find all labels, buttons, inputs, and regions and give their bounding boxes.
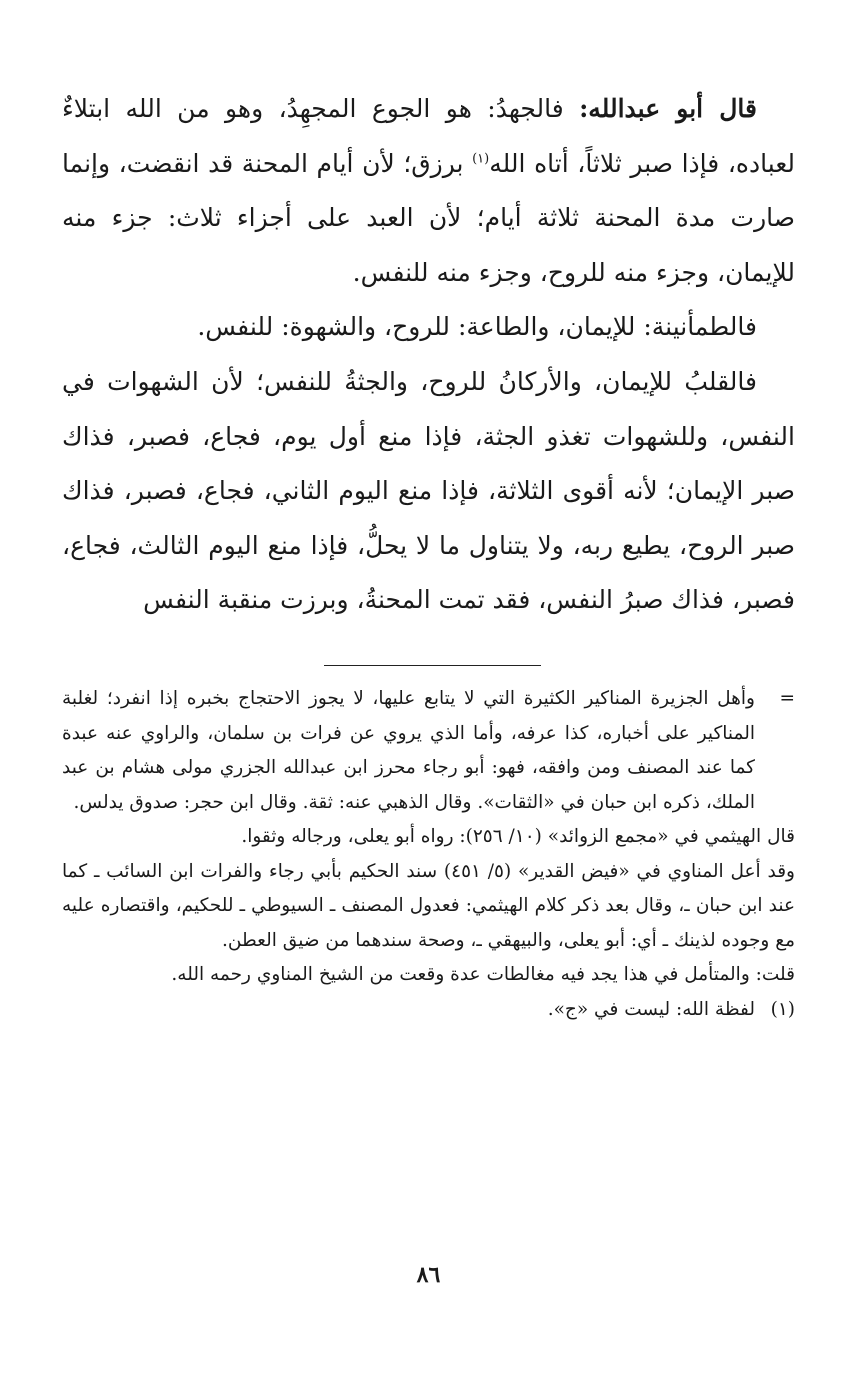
footnote-paragraph-4: قلت: والمتأمل في هذا يجد فيه مغالطات عدة وقعت من الشيخ المناوي رحمه الله. [171, 964, 795, 985]
book-page [62, 82, 795, 1322]
footnote-continuation-text: وأهل الجزيرة المناكير الكثيرة التي لا يتابع عليها، لا يجوز الاحتجاج بخبره إذا انفرد؛ لغلبة المناكير على أخباره، كذا عرفه، وأما الذي يروي عن فرات بن سلمان، والراوي عنه عبدة كما عند المصنف ومن وافقه، فهو: أبو رجاء محرز ابن عبدالله الجزري مولى هشام بن عبد الملك، ذكره ابن حبان في «الثقات». وقال الذهبي عنه: ثقة. وقال ابن حجر: صدوق يدلس. [62, 688, 755, 813]
paragraph-3: فالقلبُ للإيمان، والأركانُ للروح، والجثةُ للنفس؛ لأن الشهوات في النفس، وللشهوات تغذو الجثة، فإذا منع أول يوم، فجاع، فصبر، فذاك صبر الإيمان؛ لأنه أقوى الثلاثة، فإذا منع اليوم الثاني، فجاع، فصبر، فذاك صبر الروح، يطيع ربه، ولا يتناول ما لا يحلُّ، فإذا منع اليوم الثالث، فجاع، فصبر، فذاك صبرُ النفس، فقد تمت المحنةُ، وبرزت منقبة النفس [62, 366, 795, 615]
footnote-1-number: (١) [770, 998, 795, 1020]
paragraph-1-text-a: فالجهدُ: هو الجوع المجهِدُ، وهو من الله ابتلاءٌ لعباده، فإذا صبر ثلاثاً، أتاه الله [62, 94, 795, 178]
footnote-paragraph-2: قال الهيثمي في «مجمع الزوائد» (١٠/ ٢٥٦): رواه أبو يعلى، ورجاله وثقوا. [241, 826, 795, 847]
paragraph-1-text-b: برزق؛ لأن أيام المحنة قد انقضت، وإنما صارت مدة المحنة ثلاثة أيام؛ لأن العبد على أجزاء ثلاث: جزء منه للإيمان، وجزء منه للروح، وجزء منه للنفس. [62, 148, 795, 287]
continuation-mark: = [779, 688, 795, 709]
footnote-continuation [62, 682, 795, 820]
footnotes-section [62, 682, 795, 1027]
footnote-1 [62, 993, 795, 1028]
page-number: ٨٦ [416, 1262, 441, 1288]
footnote-paragraph-3: وقد أعل المناوي في «فيض القدير» (٥/ ٤٥١) سند الحكيم بأبي رجاء والفرات ابن السائب ـ كما عند ابن حبان ـ، وقال بعد ذكر كلام الهيثمي: فعدول المصنف ـ السيوطي ـ للحكيم، واقتصاره عليه مع وجوده لذينك ـ أي: أبو يعلى، والبيهقي ـ، وصحة سندهما من ضيق العطن. [62, 860, 795, 951]
speaker-name: قال أبو عبدالله: [579, 94, 758, 123]
footnote-1-text: لفظة الله: ليست في «ج». [547, 998, 755, 1020]
paragraph-2: فالطمأنينة: للإيمان، والطاعة: للروح، والشهوة: للنفس. [197, 312, 757, 342]
paragraph-1 [62, 82, 795, 300]
footnote-reference: (١) [472, 151, 490, 167]
main-text [62, 82, 795, 628]
footnote-separator [324, 665, 541, 666]
